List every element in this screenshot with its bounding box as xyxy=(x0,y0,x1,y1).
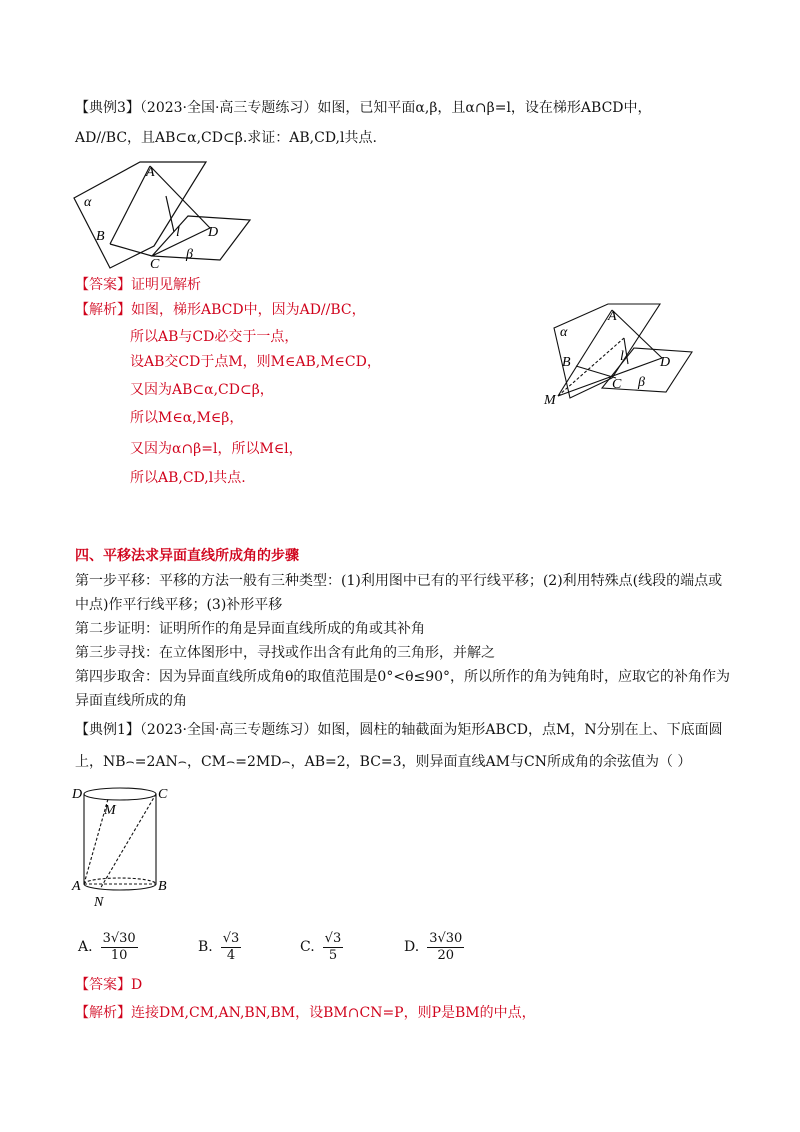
option-a-num: 3√30 xyxy=(102,930,136,946)
section4-title: 四、平移法求异面直线所成角的步骤 xyxy=(75,548,299,564)
ex1-line2: 上，NB⌢=2AN⌢，CM⌢=2MD⌢，AB=2，BC=3，则异面直线AM与CN所成角的余弦值为（ ） xyxy=(75,754,692,770)
fig2-label-C: C xyxy=(612,377,622,392)
ex3-analysis-5: 又因为α∩β=l，所以M∈l， xyxy=(130,441,303,457)
ex3-line2: AD//BC，且AB⊂α,CD⊂β.求证：AB,CD,l共点. xyxy=(75,130,377,146)
ex3-analysis-6: 所以AB,CD,l共点. xyxy=(130,470,246,486)
option-b[interactable] xyxy=(198,927,241,967)
fig1-label-l: l xyxy=(176,225,180,240)
segment-AB xyxy=(110,166,150,244)
fig1-label-A: A xyxy=(146,165,155,180)
fig1-label-D: D xyxy=(208,225,219,240)
fig2-label-beta: β xyxy=(638,375,645,390)
fig2-label-A: A xyxy=(608,309,617,324)
section4-step4a: 第四步取舍：因为异面直线所成角θ的取值范围是0°<θ≤90°，所以所作的角为钝角时，应取它的补角作为 xyxy=(75,669,731,685)
ex3-figure-planes xyxy=(70,160,260,272)
cylinder-top xyxy=(84,788,156,800)
option-b-letter: B. xyxy=(198,939,213,955)
ex3-answer: 【答案】证明见解析 xyxy=(75,277,201,293)
section4-step4b: 异面直线所成的角 xyxy=(75,693,187,709)
ex1-line1: 【典例1】（2023·全国·高三专题练习）如图，圆柱的轴截面为矩形ABCD，点M，N分别在上、下底面圆 xyxy=(75,722,723,738)
option-b-den: 4 xyxy=(226,947,236,963)
fig1-label-beta: β xyxy=(186,247,193,262)
ex3-analysis-2: 设AB交CD于点M，则M∈AB,M∈CD， xyxy=(130,354,381,370)
segment2-BC xyxy=(576,366,616,378)
cyl-label-C: C xyxy=(158,787,168,802)
option-a[interactable] xyxy=(78,927,138,967)
line-l xyxy=(166,196,174,232)
fig1-label-alpha: α xyxy=(84,195,92,210)
ex1-answer: 【答案】D xyxy=(75,977,143,993)
plane-beta xyxy=(152,216,250,260)
fig1-label-B: B xyxy=(96,229,105,244)
option-b-num: √3 xyxy=(222,930,240,946)
ex1-analysis: 【解析】连接DM,CM,AN,BN,BM，设BM∩CN=P，则P是BM的中点， xyxy=(75,1005,536,1021)
cyl-label-B: B xyxy=(158,879,167,894)
option-d[interactable] xyxy=(404,927,464,967)
option-c-num: √3 xyxy=(324,930,342,946)
option-c[interactable] xyxy=(300,927,343,967)
section4-step1a: 第一步平移：平移的方法一般有三种类型：(1)利用图中已有的平行线平移；(2)利用特殊点(线段的端点或 xyxy=(75,573,723,589)
fig2-label-alpha: α xyxy=(560,325,568,340)
option-c-den: 5 xyxy=(328,947,338,963)
cyl-label-D: D xyxy=(72,787,83,802)
fig2-label-B: B xyxy=(562,355,571,370)
option-a-fraction xyxy=(101,931,138,964)
option-b-fraction xyxy=(221,931,242,964)
fig1-label-C: C xyxy=(150,257,160,272)
segment-AD xyxy=(150,166,210,228)
option-a-den: 10 xyxy=(110,947,128,963)
fig2-label-l: l xyxy=(620,349,624,364)
option-d-fraction xyxy=(427,931,464,964)
option-d-den: 20 xyxy=(437,947,455,963)
ex3-analysis-4: 所以M∈α,M∈β， xyxy=(130,410,244,426)
ex3-analysis-3: 又因为AB⊂α,CD⊂β， xyxy=(130,382,274,398)
cyl-label-A: A xyxy=(72,879,81,894)
option-d-letter: D. xyxy=(404,939,420,955)
option-c-fraction xyxy=(323,931,344,964)
section4-step3: 第三步寻找：在立体图形中，寻找或作出含有此角的三角形，并解之 xyxy=(75,645,495,661)
ex3-analysis-0: 【解析】如图，梯形ABCD中，因为AD//BC， xyxy=(75,302,366,318)
ex3-figure-with-m xyxy=(540,302,700,408)
option-d-num: 3√30 xyxy=(429,930,463,946)
cylinder-bottom-front xyxy=(84,884,156,890)
fig2-label-M: M xyxy=(544,393,556,408)
option-a-letter: A. xyxy=(78,939,93,955)
option-c-letter: C. xyxy=(300,939,315,955)
ex1-cylinder-figure xyxy=(70,780,170,920)
ex3-analysis-1: 所以AB与CD必交于一点， xyxy=(130,329,299,345)
cylinder-bottom-back xyxy=(84,878,156,884)
section4-step1b: 中点)作平行线平移；(3)补形平移 xyxy=(75,597,283,613)
cyl-label-N: N xyxy=(94,895,104,910)
cyl-label-M: M xyxy=(104,803,116,818)
segment-CD xyxy=(152,228,210,256)
fig2-label-D: D xyxy=(660,355,671,370)
ex3-line1: 【典例3】（2023·全国·高三专题练习）如图，已知平面α,β，且α∩β=l，设在梯形ABCD中， xyxy=(75,100,652,116)
section4-step2: 第二步证明：证明所作的角是异面直线所成的角或其补角 xyxy=(75,621,425,637)
